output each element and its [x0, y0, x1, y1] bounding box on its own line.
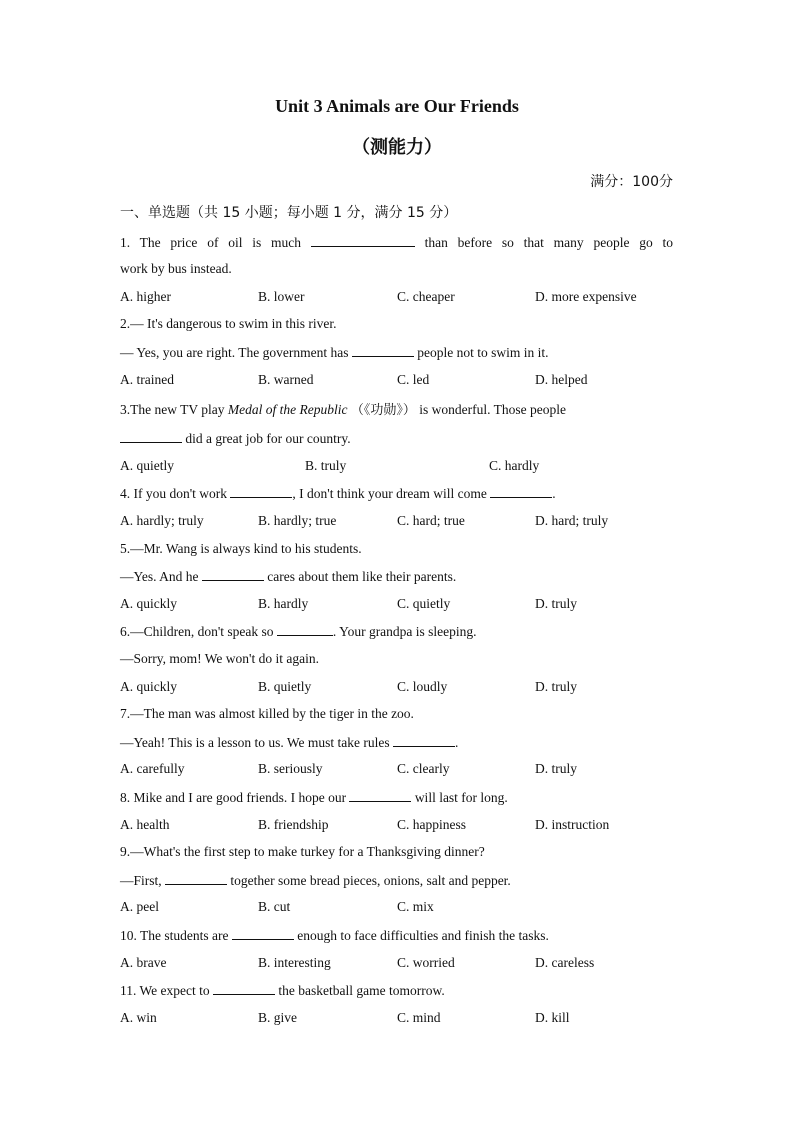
q6-text-a: 6.—Children, don't speak so	[120, 624, 274, 639]
q8-option-d: D. instruction	[535, 817, 610, 832]
question-7-line2	[120, 734, 458, 751]
q11-option-c: C. mind	[397, 1010, 441, 1025]
q2-option-c: C. led	[397, 372, 430, 387]
q9-text-b: together some bread pieces, onions, salt and pepper.	[230, 873, 511, 888]
q11-option-d: D. kill	[535, 1010, 570, 1025]
q7-option-d: D. truly	[535, 761, 577, 776]
question-9-line1: 9.—What's the first step to make turkey for a Thanksgiving dinner?	[120, 844, 485, 859]
q4-option-b: B. hardly; true	[258, 513, 337, 528]
q2-option-d: D. helped	[535, 372, 588, 387]
q11-option-a: A. win	[120, 1010, 157, 1025]
q1-option-c: C. cheaper	[397, 289, 455, 304]
q10-option-d: D. careless	[535, 955, 595, 970]
q3-option-a: A. quietly	[120, 458, 174, 473]
q4-option-d: D. hard; truly	[535, 513, 609, 528]
q1-text-a: 1. The price of oil is much	[120, 235, 302, 250]
question-4-stem	[120, 485, 556, 502]
q4-text-a: 4. If you don't work	[120, 486, 228, 501]
answer-blank	[490, 485, 552, 498]
q6-option-a: A. quickly	[120, 679, 177, 694]
answer-blank	[311, 234, 415, 247]
q3-text-c: did a great job for our country.	[185, 431, 351, 446]
q6-option-c: C. loudly	[397, 679, 448, 694]
q9-text-a: —First,	[120, 873, 162, 888]
question-2-line2	[120, 344, 548, 361]
q3-text-b: is wonderful. Those people	[419, 402, 566, 417]
answer-blank	[202, 568, 264, 581]
answer-blank	[232, 927, 294, 940]
q10-option-c: C. worried	[397, 955, 455, 970]
q3-option-c: C. hardly	[489, 458, 540, 473]
question-6-line2: —Sorry, mom! We won't do it again.	[120, 651, 319, 666]
answer-blank	[213, 982, 275, 995]
q5-option-d: D. truly	[535, 596, 577, 611]
q4-text-b: , I don't think your dream will come	[292, 486, 487, 501]
question-1-stem	[120, 234, 673, 251]
full-score: 满分：100分	[590, 174, 673, 190]
q3-text-a: 3.The new TV play	[120, 402, 225, 417]
answer-blank	[277, 623, 333, 636]
q11-text-b: the basketball game tomorrow.	[278, 983, 445, 998]
page-title: Unit 3 Animals are Our Friends	[275, 96, 519, 116]
q10-option-b: B. interesting	[258, 955, 331, 970]
answer-blank	[230, 485, 292, 498]
q9-option-b: B. cut	[258, 899, 291, 914]
answer-blank	[349, 789, 411, 802]
answer-blank	[352, 344, 414, 357]
q10-text-a: 10. The students are	[120, 928, 229, 943]
answer-blank	[165, 872, 227, 885]
q1-option-d: D. more expensive	[535, 289, 637, 304]
question-7-line1: 7.—The man was almost killed by the tiger in the zoo.	[120, 706, 414, 721]
question-11-stem	[120, 982, 445, 999]
question-2-line1: 2.— It's dangerous to swim in this river.	[120, 316, 337, 331]
q5-text-a: —Yes. And he	[120, 569, 199, 584]
q8-option-b: B. friendship	[258, 817, 329, 832]
q5-option-b: B. hardly	[258, 596, 309, 611]
q3-chinese-title: （《功勋》）	[350, 403, 416, 418]
q10-option-a: A. brave	[120, 955, 167, 970]
q1-text-b: than before so that many people go to	[424, 235, 673, 250]
question-5-line1: 5.—Mr. Wang is always kind to his students.	[120, 541, 362, 556]
q8-text-a: 8. Mike and I are good friends. I hope our	[120, 790, 347, 805]
q6-option-d: D. truly	[535, 679, 577, 694]
q2-option-b: B. warned	[258, 372, 314, 387]
answer-blank	[393, 734, 455, 747]
q1-option-b: B. lower	[258, 289, 305, 304]
question-9-line2	[120, 872, 511, 889]
question-10-stem	[120, 927, 549, 944]
question-3-stem	[120, 399, 566, 418]
question-3-line2	[120, 430, 351, 447]
page-subtitle: （测能力）	[352, 137, 442, 158]
q9-option-a: A. peel	[120, 899, 159, 914]
q7-option-c: C. clearly	[397, 761, 450, 776]
q9-option-c: C. mix	[397, 899, 434, 914]
answer-blank	[120, 430, 182, 443]
q5-text-b: cares about them like their parents.	[267, 569, 457, 584]
q6-option-b: B. quietly	[258, 679, 312, 694]
q8-option-c: C. happiness	[397, 817, 466, 832]
question-5-line2	[120, 568, 456, 585]
q1-option-a: A. higher	[120, 289, 171, 304]
q8-text-b: will last for long.	[414, 790, 508, 805]
q2-text-b: people not to swim in it.	[417, 345, 549, 360]
q7-text-b: .	[455, 735, 459, 750]
q4-option-a: A. hardly; truly	[120, 513, 204, 528]
q11-option-b: B. give	[258, 1010, 297, 1025]
q7-text-a: —Yeah! This is a lesson to us. We must take rules	[120, 735, 390, 750]
q7-option-b: B. seriously	[258, 761, 323, 776]
question-6-line1	[120, 623, 477, 640]
q11-text-a: 11. We expect to	[120, 983, 210, 998]
q3-play-title: Medal of the Republic	[227, 402, 348, 417]
q5-option-a: A. quickly	[120, 596, 177, 611]
q6-text-b: . Your grandpa is sleeping.	[332, 624, 477, 639]
q4-option-c: C. hard; true	[397, 513, 465, 528]
q8-option-a: A. health	[120, 817, 170, 832]
q5-option-c: C. quietly	[397, 596, 451, 611]
question-8-stem	[120, 789, 508, 806]
q4-text-c: .	[552, 486, 556, 501]
q10-text-b: enough to face difficulties and finish the tasks.	[297, 928, 549, 943]
q3-option-b: B. truly	[305, 458, 347, 473]
q7-option-a: A. carefully	[120, 761, 185, 776]
q2-text-a: — Yes, you are right. The government has	[120, 345, 349, 360]
section-heading: 一、单选题（共 15 小题；每小题 1 分，满分 15 分）	[120, 205, 458, 221]
question-1-stem-cont: work by bus instead.	[120, 261, 232, 276]
q2-option-a: A. trained	[120, 372, 174, 387]
